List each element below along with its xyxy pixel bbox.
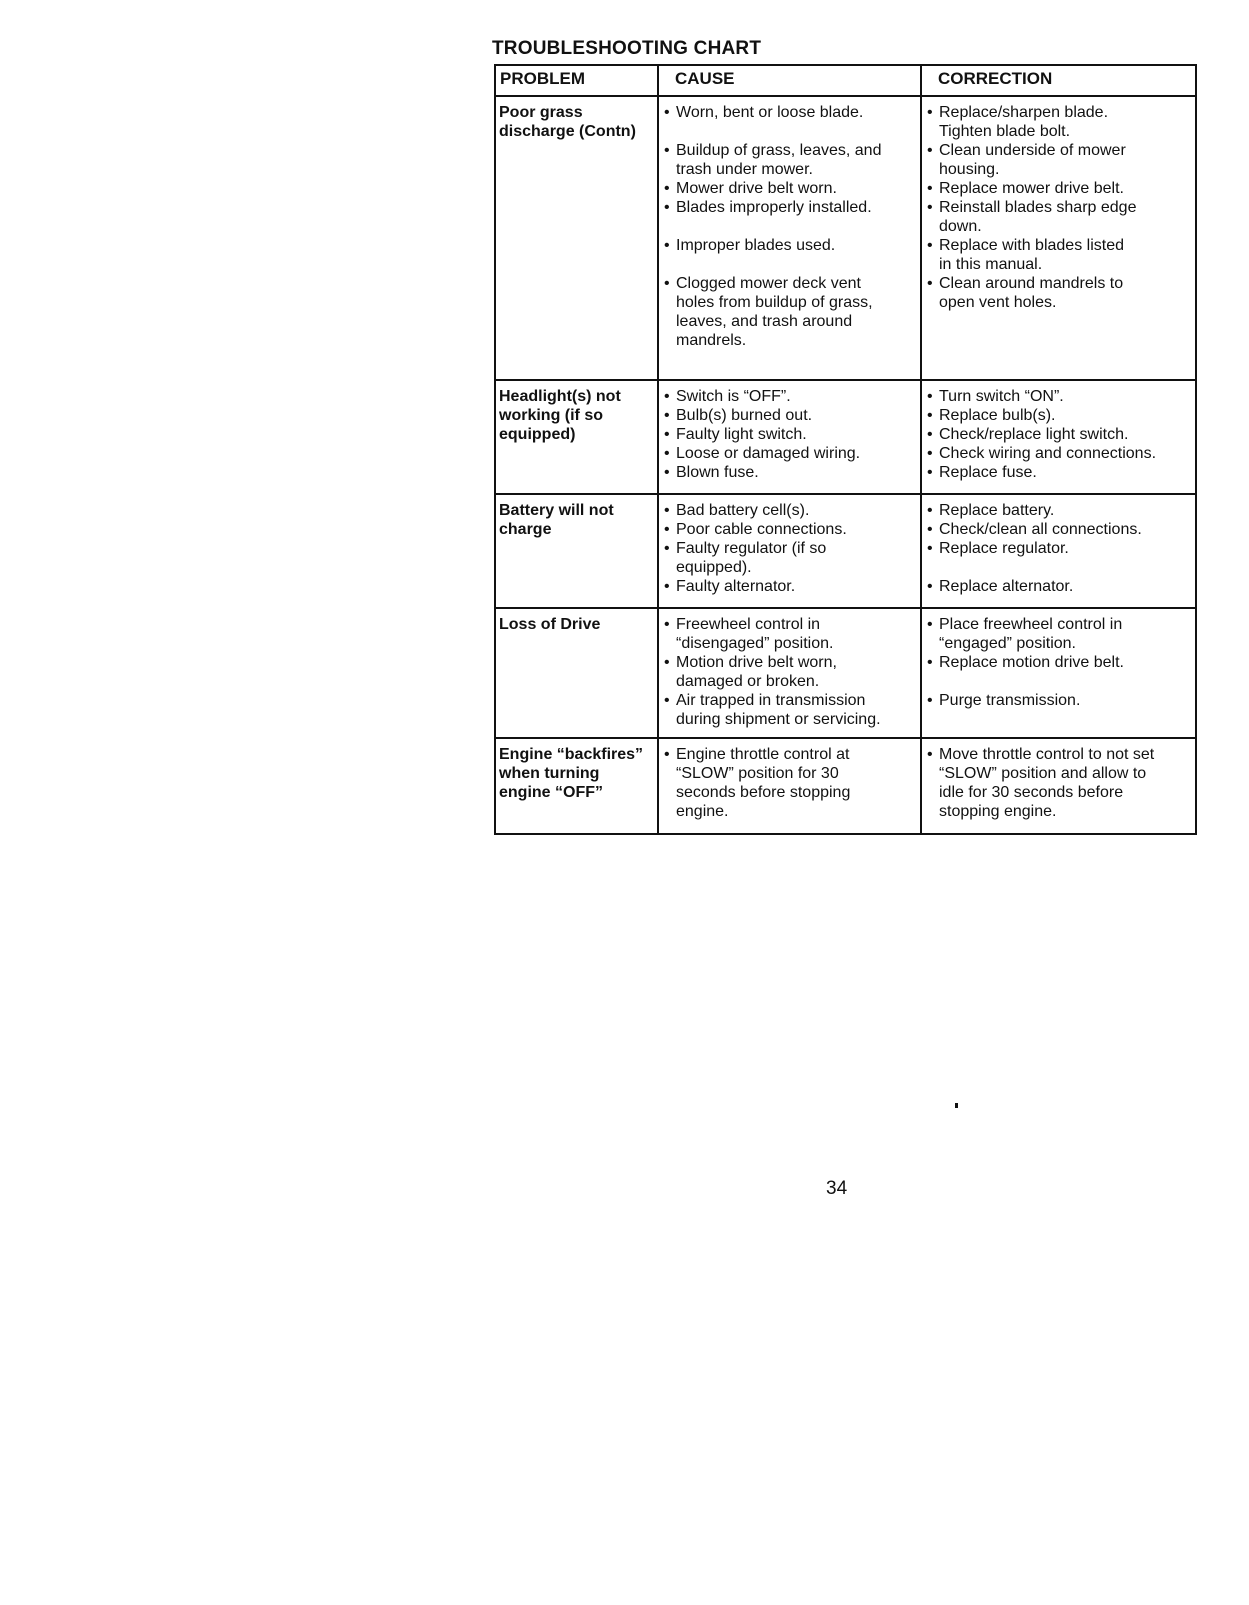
problem-label: Engine “backfires” when turning engine “OFF” (499, 746, 644, 801)
cause-item: • Freewheel control in “disengaged” position. (662, 615, 917, 653)
problem-cell (495, 380, 658, 494)
cause-item: • Faulty alternator. (662, 577, 917, 596)
cause-item: • Motion drive belt worn, damaged or broken. (662, 653, 917, 691)
header-cause: CAUSE (658, 65, 921, 96)
correction-item: • Replace/sharpen blade. Tighten blade bolt. (925, 103, 1192, 141)
correction-list (925, 103, 1192, 312)
correction-list (925, 501, 1192, 596)
correction-item: • Turn switch “ON”. (925, 387, 1192, 406)
correction-item: • Check/clean all connections. (925, 520, 1192, 539)
correction-list (925, 745, 1192, 821)
cause-item: • Switch is “OFF”. (662, 387, 917, 406)
correction-cell (921, 608, 1196, 738)
problem-cell (495, 608, 658, 738)
cause-cell (658, 96, 921, 380)
table-row (495, 494, 1196, 608)
cause-list (662, 745, 917, 821)
cause-item: • Worn, bent or loose blade. (662, 103, 917, 122)
table-row (495, 96, 1196, 380)
correction-item: • Replace mower drive belt. (925, 179, 1192, 198)
cause-list (662, 387, 917, 482)
correction-item: • Place freewheel control in “engaged” position. (925, 615, 1192, 653)
table-header-row (495, 65, 1196, 96)
cause-item: • Bad battery cell(s). (662, 501, 917, 520)
cause-cell (658, 738, 921, 834)
correction-item: • Clean around mandrels to open vent holes. (925, 274, 1192, 312)
correction-item: • Clean underside of mower housing. (925, 141, 1192, 179)
cause-item: • Clogged mower deck vent holes from buildup of grass, leaves, and trash around mandrels. (662, 274, 917, 350)
correction-item: • Check/replace light switch. (925, 425, 1192, 444)
correction-item: • Check wiring and connections. (925, 444, 1192, 463)
correction-item: • Replace alternator. (925, 577, 1192, 596)
correction-item: • Replace fuse. (925, 463, 1192, 482)
cause-list (662, 615, 917, 729)
correction-item: • Purge transmission. (925, 691, 1192, 710)
table-row (495, 608, 1196, 738)
header-correction: CORRECTION (921, 65, 1196, 96)
cause-item: • Engine throttle control at “SLOW” position for 30 seconds before stopping engine. (662, 745, 917, 821)
cause-item: • Bulb(s) burned out. (662, 406, 917, 425)
troubleshooting-table (494, 64, 1197, 835)
cause-item: • Faulty light switch. (662, 425, 917, 444)
cause-item: • Poor cable connections. (662, 520, 917, 539)
table-row (495, 380, 1196, 494)
problem-label: Headlight(s) not working (if so equipped) (499, 388, 621, 443)
cause-item: • Mower drive belt worn. (662, 179, 917, 198)
cause-list (662, 501, 917, 596)
cause-list (662, 103, 917, 350)
correction-item: • Replace bulb(s). (925, 406, 1192, 425)
cause-item: • Blades improperly installed. (662, 198, 917, 217)
problem-cell (495, 738, 658, 834)
cause-item: • Faulty regulator (if so equipped). (662, 539, 917, 577)
correction-cell (921, 738, 1196, 834)
table-row (495, 738, 1196, 834)
correction-item: • Reinstall blades sharp edge down. (925, 198, 1192, 236)
problem-label: Poor grass discharge (Contn) (499, 104, 636, 140)
cause-item: • Buildup of grass, leaves, and trash under mower. (662, 141, 917, 179)
stray-mark (955, 1103, 958, 1108)
problem-cell (495, 494, 658, 608)
correction-item: • Replace motion drive belt. (925, 653, 1192, 672)
chart-title: TROUBLESHOOTING CHART (492, 38, 762, 59)
correction-list (925, 387, 1192, 482)
cause-item: • Blown fuse. (662, 463, 917, 482)
correction-item: • Replace with blades listed in this manual. (925, 236, 1192, 274)
cause-cell (658, 494, 921, 608)
page-number: 34 (826, 1178, 848, 1199)
correction-item: • Move throttle control to not set “SLOW” position and allow to idle for 30 seconds before stopping engine. (925, 745, 1192, 821)
header-problem: PROBLEM (495, 65, 658, 96)
correction-item: • Replace regulator. (925, 539, 1192, 558)
cause-item: • Air trapped in transmission during shipment or servicing. (662, 691, 917, 729)
correction-list (925, 615, 1192, 710)
problem-cell (495, 96, 658, 380)
correction-cell (921, 494, 1196, 608)
cause-cell (658, 380, 921, 494)
cause-item: • Improper blades used. (662, 236, 917, 255)
problem-label: Battery will not charge (499, 502, 614, 538)
correction-item: • Replace battery. (925, 501, 1192, 520)
correction-cell (921, 96, 1196, 380)
problem-label: Loss of Drive (499, 616, 601, 633)
correction-cell (921, 380, 1196, 494)
cause-cell (658, 608, 921, 738)
cause-item: • Loose or damaged wiring. (662, 444, 917, 463)
